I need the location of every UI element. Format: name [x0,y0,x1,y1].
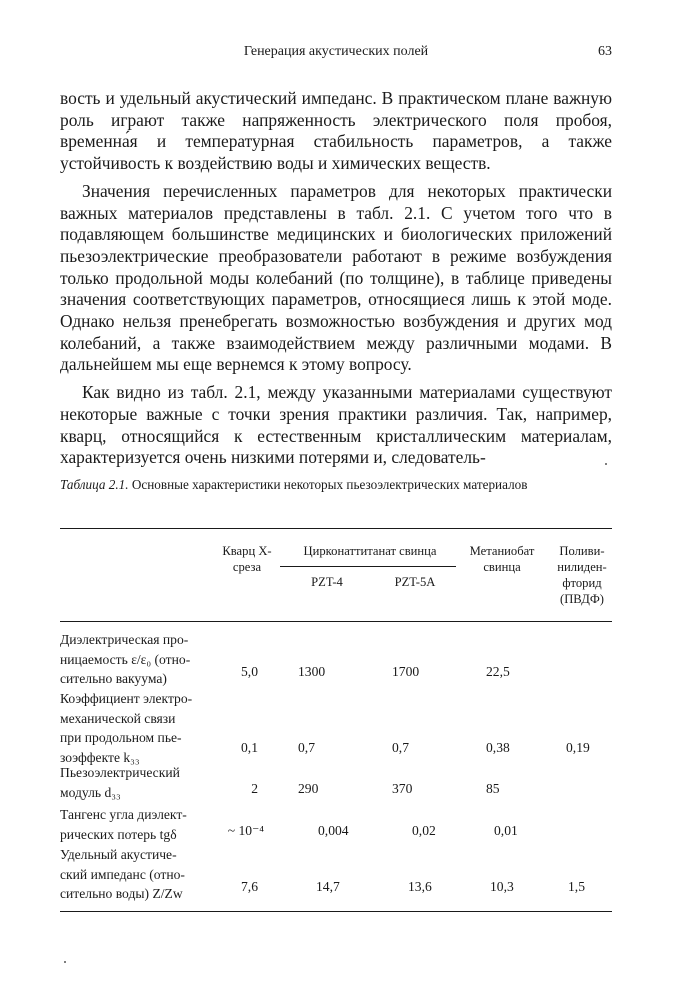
col-header-group: Цирконаттитанат свинца [303,544,437,558]
table-top-rule [60,528,612,529]
table-cell: 0,19 [566,740,590,755]
scan-speck [605,463,607,465]
table-cell: 7,6 [241,879,258,894]
row-label-loss-tangent: Тангенс угла диэлект- рических потерь tgδ [60,807,187,842]
col-header-pzt4: PZT-4 [311,575,343,589]
table-cell: 2 [251,781,258,796]
group-header-rule [280,566,456,567]
table-cell: 1,5 [568,879,585,894]
page-header [60,44,612,64]
table-bottom-rule [60,911,612,912]
table-cell: 0,7 [392,740,409,755]
table-cell: 10,3 [490,879,514,894]
body-text [60,88,612,469]
table-cell: 5,0 [241,664,258,679]
table-cell: 13,6 [408,879,432,894]
table-cell: 85 [486,781,500,796]
table-cell: 0,01 [494,823,518,838]
paragraph: Значения перечисленных параметров для некоторых практически важных материалов представлены в табл. 2.1. С учетом того что в подавляющем большинстве медицинских и биологических приложений пьезоэлектрические преобразователи работают в режиме возбуждения только продольной моды колебаний (по толщине), в таблице приведены значения соответствующих параметров, относящиеся лишь к этой моде. Однако нельзя пренебрегать возможностью возбуждения и других мод колебаний, а также взаимодействием между различными модами. В дальнейшем мы еще вернемся к этому вопросу. [60,180,612,375]
table-caption-text: Основные характеристики некоторых пьезоэлектрических материалов [131,477,528,492]
paragraph: Как видно из табл. 2.1, между указанными материалами существуют некоторые важные с точки зрения практики различия. Так, например, кварц, относящийся к естественным кристаллическим материалам, характеризуется очень низкими потерями и, следователь- [60,382,612,468]
paragraph: вость и удельный акустический импеданс. В практическом плане важную роль играют также напряженность электрического поля пробоя, временна́я и температурная стабильность параметров, а также устойчивость к воздействию воды и химических веществ. [60,88,612,174]
scan-speck [64,961,66,963]
col-header-pzt5a: PZT-5A [394,575,436,589]
table-cell: 290 [298,781,319,796]
table-cell: 370 [392,781,413,796]
col-header-niobate: Метаниобат свинца [469,544,535,574]
table-cell: 1300 [298,664,326,679]
table-caption-label: Таблица 2.1. [60,477,129,492]
table-cell: 14,7 [316,879,340,894]
running-title: Генерация акустических полей [243,44,429,59]
table-cell: 0,7 [298,740,315,755]
table-cell: 0,1 [241,740,258,755]
table-cell: 0,02 [412,823,436,838]
table-cell: 0,004 [318,823,349,838]
page-number: 63 [598,44,612,59]
table-cell: 0,38 [486,740,510,755]
table-cell: ~ 10⁻⁴ [227,823,264,838]
col-header-quartz: Кварц X-среза [222,544,272,574]
table-caption [60,476,560,493]
row-label-impedance: Удельный акустиче- ский импеданс (отно- сительно воды) Z/Zw [60,847,185,902]
table-cell: 1700 [392,664,420,679]
row-label-modulus: Пьезоэлектрический модуль d₃₃ [60,765,180,800]
table-cell: 22,5 [486,664,510,679]
col-header-pvdf: Поливи-нилиден-фторид (ПВДФ) [557,544,607,606]
row-label-coupling: Коэффициент электро- механической связи при продольном пье- зоэффекте k₃₃ [60,691,193,765]
row-label-permittivity: Диэлектрическая про- ницаемость ε/ε₀ (отно- сительно вакуума) [60,632,191,687]
table-header-rule [60,621,612,622]
